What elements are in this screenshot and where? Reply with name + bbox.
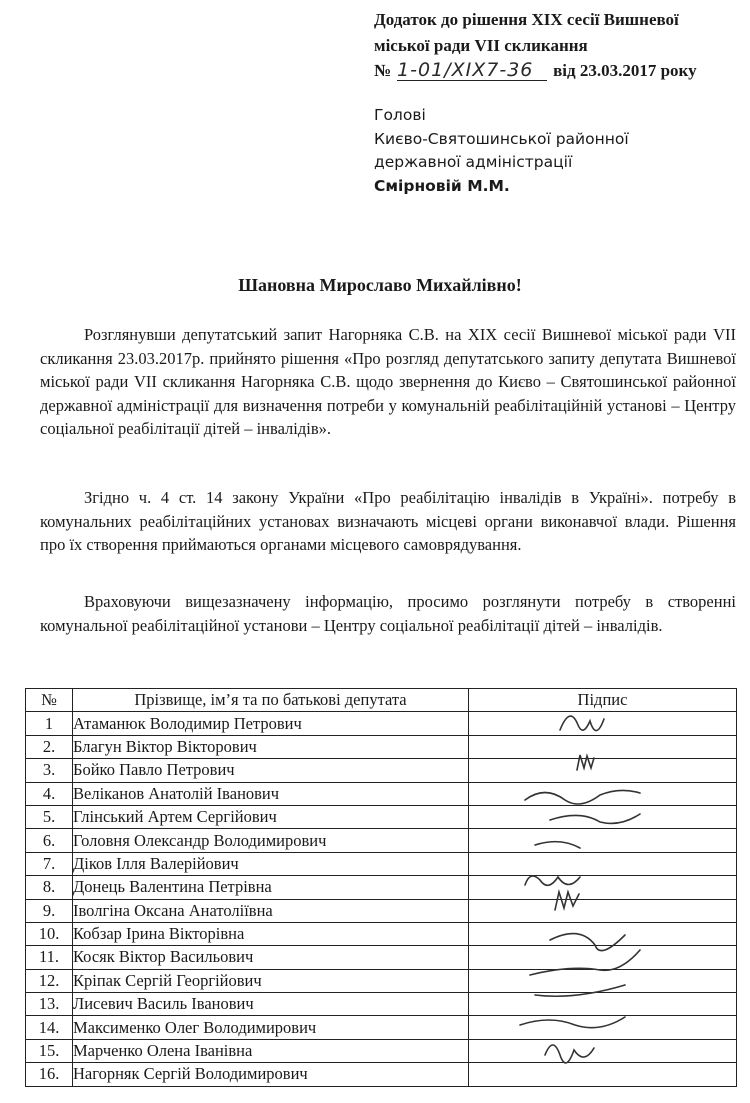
deputy-name: Нагорняк Сергій Володимирович [73,1063,469,1086]
number-prefix: № [374,61,392,80]
signature-cell [469,712,737,735]
deputy-name: Благун Віктор Вікторович [73,735,469,758]
signature-cell [469,899,737,922]
deputy-name: Донець Валентина Петрівна [73,876,469,899]
signature-cell [469,735,737,758]
signature-cell [469,829,737,852]
paragraph-2: Згідно ч. 4 ст. 14 закону України «Про реабілітацію інвалідів в Україні». потребу в комунальних реабілітаційних установах визначають місцеві органи виконавчої влади. Рішення про їх створення приймаються органами місцевого самоврядування. [40,488,736,554]
signature-cell [469,1063,737,1086]
deputy-name: Кобзар Ірина Вікторівна [73,922,469,945]
addressee-line3: державної адміністрації [374,153,573,171]
header-number: № [26,689,73,712]
row-number: 11. [26,946,73,969]
signature-cell [469,969,737,992]
greeting: Шановна Мирославо Михайлівно! [238,275,522,295]
deputy-name: Атаманюк Володимир Петрович [73,712,469,735]
table-row [26,1063,737,1086]
table-row [26,782,737,805]
table-row [26,899,737,922]
addressee-name: Смірновій М.М. [374,177,510,195]
table-row [26,969,737,992]
appendix-title-line1: Додаток до рішення XIX сесії Вишневої [374,10,679,29]
deputy-name: Бойко Павло Петрович [73,759,469,782]
paragraph-1: Розглянувши депутатський запит Нагорняка С.В. на XIX сесії Вишневої міської ради VII скликання 23.03.2017р. прийнято рішення «Про розгляд депутатського запиту депутата Вишневої міської ради VII скликання Нагорняка С.В. щодо звернення до Києво – Святошинської районної державної адміністрації для визначення потреби у комунальній реабілітаційній установі – Центру соціальної реабілітації дітей – інвалідів». [40,325,736,438]
table-row [26,876,737,899]
deputy-name: Глінський Артем Сергійович [73,805,469,828]
signature-cell [469,922,737,945]
handwritten-decision-number: 1-01/XIX7-36 [397,60,547,81]
appendix-title-line2: міської ради VII скликання [374,36,588,55]
table-row [26,712,737,735]
decision-number-line [374,60,697,81]
deputy-name: Діков Ілля Валерійович [73,852,469,875]
table-row [26,759,737,782]
decision-date: від 23.03.2017 року [553,61,697,80]
table-row [26,922,737,945]
row-number: 13. [26,993,73,1016]
row-number: 1 [26,712,73,735]
signature-cell [469,946,737,969]
deputy-name: Косяк Віктор Васильович [73,946,469,969]
deputy-name: Кріпак Сергій Георгійович [73,969,469,992]
signature-cell [469,1039,737,1062]
paragraph-3: Враховуючи вищезазначену інформацію, просимо розглянути потребу в створенні комунальної реабілітаційної установи – Центру соціальної реабілітації дітей – інвалідів. [40,592,736,635]
deputies-table [25,688,737,1087]
row-number: 6. [26,829,73,852]
row-number: 8. [26,876,73,899]
signature-cell [469,805,737,828]
deputy-name: Лисевич Василь Іванович [73,993,469,1016]
row-number: 7. [26,852,73,875]
row-number: 10. [26,922,73,945]
table-header-row [26,689,737,712]
row-number: 3. [26,759,73,782]
table-row [26,1016,737,1039]
table-row [26,993,737,1016]
row-number: 16. [26,1063,73,1086]
row-number: 12. [26,969,73,992]
deputy-name: Веліканов Анатолій Іванович [73,782,469,805]
deputy-name: Марченко Олена Іванівна [73,1039,469,1062]
signature-cell [469,876,737,899]
deputy-name: Іволгіна Оксана Анатоліївна [73,899,469,922]
header-name: Прізвище, ім’я та по батькові депутата [73,689,469,712]
row-number: 2. [26,735,73,758]
signature-cell [469,1016,737,1039]
deputy-name: Максименко Олег Володимирович [73,1016,469,1039]
signature-cell [469,759,737,782]
signature-cell [469,852,737,875]
table-row [26,805,737,828]
row-number: 14. [26,1016,73,1039]
deputy-name: Головня Олександр Володимирович [73,829,469,852]
signature-cell [469,782,737,805]
row-number: 5. [26,805,73,828]
table-row [26,1039,737,1062]
table-row [26,852,737,875]
signature-cell [469,993,737,1016]
table-row [26,735,737,758]
row-number: 9. [26,899,73,922]
table-row [26,946,737,969]
row-number: 15. [26,1039,73,1062]
header-signature: Підпис [469,689,737,712]
addressee-line1: Голові [374,106,426,124]
row-number: 4. [26,782,73,805]
table-row [26,829,737,852]
addressee-line2: Києво-Святошинської районної [374,130,629,148]
